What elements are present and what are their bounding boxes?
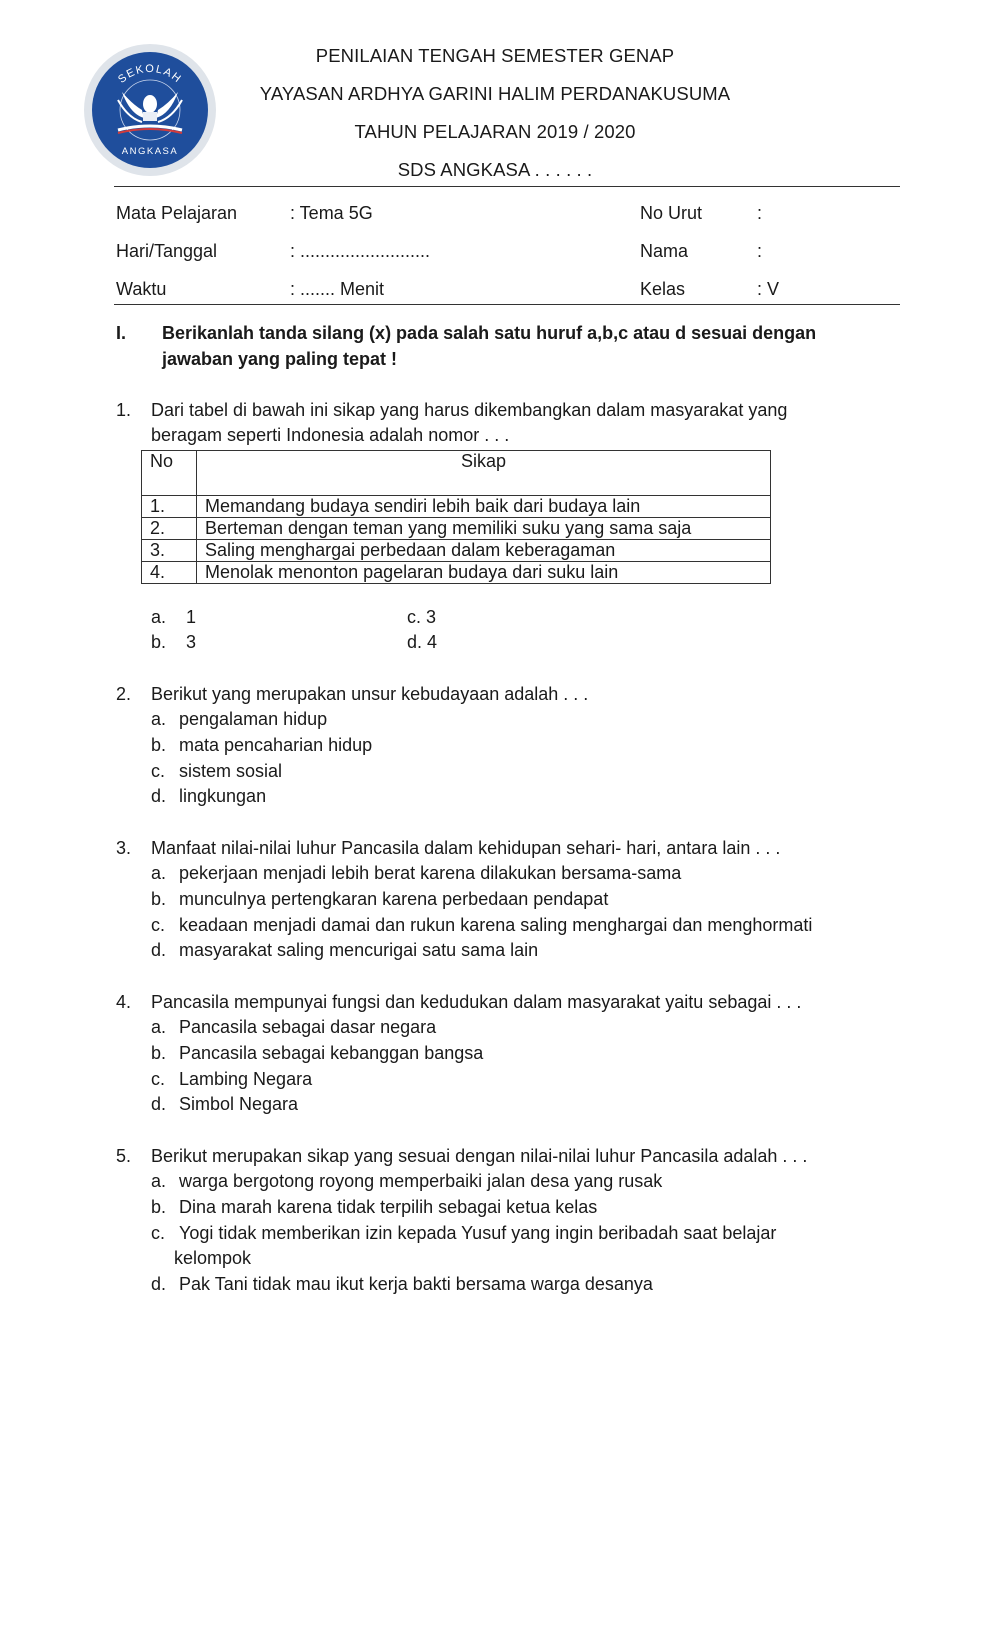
- question-3-text: Manfaat nilai-nilai luhur Pancasila dalam kehidupan sehari- hari, antara lain . . .: [151, 838, 781, 858]
- table-row: [142, 540, 771, 562]
- sikap-table: [141, 450, 771, 584]
- question-5-number: 5.: [116, 1146, 132, 1166]
- table-cell-no: 1.: [142, 496, 197, 518]
- q5-option-b[interactable]: b. Dina marah karena tidak terpilih sebagai ketua kelas: [151, 1197, 598, 1217]
- label-kelas: Kelas: [640, 279, 686, 299]
- q2-option-b[interactable]: b. mata pencaharian hidup: [151, 735, 373, 755]
- table-header-no: No: [142, 451, 197, 496]
- table-row: [142, 518, 771, 540]
- table-row: [142, 496, 771, 518]
- instruction-line-2: jawaban yang paling tepat !: [162, 349, 398, 369]
- q5-option-d[interactable]: d. Pak Tani tidak mau ikut kerja bakti bersama warga desanya: [151, 1274, 653, 1294]
- q3-option-c[interactable]: c. keadaan menjadi damai dan rukun karena saling menghargai dan menghormati: [151, 915, 813, 935]
- table-cell-sikap: Berteman dengan teman yang memiliki suku yang sama saja: [197, 518, 771, 540]
- q2-option-a[interactable]: a. pengalaman hidup: [151, 709, 328, 729]
- question-1-text: Dari tabel di bawah ini sikap yang harus dikembangkan dalam masyarakat yang: [151, 400, 788, 420]
- q1-option-b[interactable]: b. 3: [151, 632, 197, 652]
- eagle-wings-icon: [92, 52, 208, 168]
- table-cell-sikap: Saling menghargai perbedaan dalam keberagaman: [197, 540, 771, 562]
- header-divider: [114, 186, 900, 187]
- exam-title: PENILAIAN TENGAH SEMESTER GENAP: [315, 45, 675, 66]
- section-number: I.: [116, 323, 127, 343]
- school-logo: [84, 44, 216, 176]
- foundation-name: YAYASAN ARDHYA GARINI HALIM PERDANAKUSUMA: [259, 83, 731, 104]
- q1-option-c[interactable]: c. 3: [407, 607, 437, 627]
- table-cell-no: 2.: [142, 518, 197, 540]
- table-cell-sikap: Menolak menonton pagelaran budaya dari suku lain: [197, 562, 771, 584]
- value-kelas: : V: [757, 279, 780, 299]
- q5-option-a[interactable]: a. warga bergotong royong memperbaiki jalan desa yang rusak: [151, 1171, 663, 1191]
- question-1-text-cont: beragam seperti Indonesia adalah nomor . . .: [151, 425, 510, 445]
- q3-option-b[interactable]: b. munculnya pertengkaran karena perbedaan pendapat: [151, 889, 609, 909]
- label-nama: Nama: [640, 241, 689, 261]
- q2-option-d[interactable]: d. lingkungan: [151, 786, 267, 806]
- value-hari-tanggal[interactable]: : ..........................: [290, 241, 431, 261]
- table-cell-no: 3.: [142, 540, 197, 562]
- question-2-number: 2.: [116, 684, 132, 704]
- question-1-number: 1.: [116, 400, 132, 420]
- q2-option-c[interactable]: c. sistem sosial: [151, 761, 283, 781]
- label-mata-pelajaran: Mata Pelajaran: [116, 203, 238, 223]
- table-cell-sikap: Memandang budaya sendiri lebih baik dari budaya lain: [197, 496, 771, 518]
- q4-option-c[interactable]: c. Lambing Negara: [151, 1069, 313, 1089]
- svg-text:ANGKASA: ANGKASA: [121, 146, 179, 157]
- value-no-urut[interactable]: :: [757, 203, 763, 223]
- question-4-text: Pancasila mempunyai fungsi dan kedudukan dalam masyarakat yaitu sebagai . . .: [151, 992, 802, 1012]
- label-waktu: Waktu: [116, 279, 167, 299]
- table-header-sikap: Sikap: [197, 451, 771, 496]
- q3-option-a[interactable]: a. pekerjaan menjadi lebih berat karena dilakukan bersama-sama: [151, 863, 682, 883]
- logo-emblem: [92, 52, 208, 168]
- table-cell-no: 4.: [142, 562, 197, 584]
- q1-option-d[interactable]: d. 4: [407, 632, 438, 652]
- label-no-urut: No Urut: [640, 203, 703, 223]
- q3-option-d[interactable]: d. masyarakat saling mencurigai satu sama lain: [151, 940, 539, 960]
- value-nama[interactable]: :: [757, 241, 763, 261]
- question-2-text: Berikut yang merupakan unsur kebudayaan adalah . . .: [151, 684, 589, 704]
- academic-year: TAHUN PELAJARAN 2019 / 2020: [354, 121, 636, 142]
- table-header-row: [142, 451, 771, 496]
- instruction-line-1: Berikanlah tanda silang (x) pada salah satu huruf a,b,c atau d sesuai dengan: [162, 323, 817, 343]
- q4-option-b[interactable]: b. Pancasila sebagai kebanggan bangsa: [151, 1043, 484, 1063]
- value-mata-pelajaran: : Tema 5G: [290, 203, 373, 223]
- info-divider: [114, 304, 900, 305]
- svg-text:SEKOLAH: SEKOLAH: [116, 62, 184, 86]
- school-name: SDS ANGKASA . . . . . .: [397, 159, 593, 180]
- q5-option-c-cont: kelompok: [174, 1248, 252, 1268]
- q4-option-d[interactable]: d. Simbol Negara: [151, 1094, 299, 1114]
- question-5-text: Berikut merupakan sikap yang sesuai dengan nilai-nilai luhur Pancasila adalah . . .: [151, 1146, 808, 1166]
- table-row: [142, 562, 771, 584]
- question-4-number: 4.: [116, 992, 132, 1012]
- q5-option-c[interactable]: c. Yogi tidak memberikan izin kepada Yusuf yang ingin beribadah saat belajar: [151, 1223, 777, 1243]
- q4-option-a[interactable]: a. Pancasila sebagai dasar negara: [151, 1017, 437, 1037]
- question-3-number: 3.: [116, 838, 132, 858]
- value-waktu: : ....... Menit: [290, 279, 385, 299]
- label-hari-tanggal: Hari/Tanggal: [116, 241, 218, 261]
- q1-option-a[interactable]: a. 1: [151, 607, 197, 627]
